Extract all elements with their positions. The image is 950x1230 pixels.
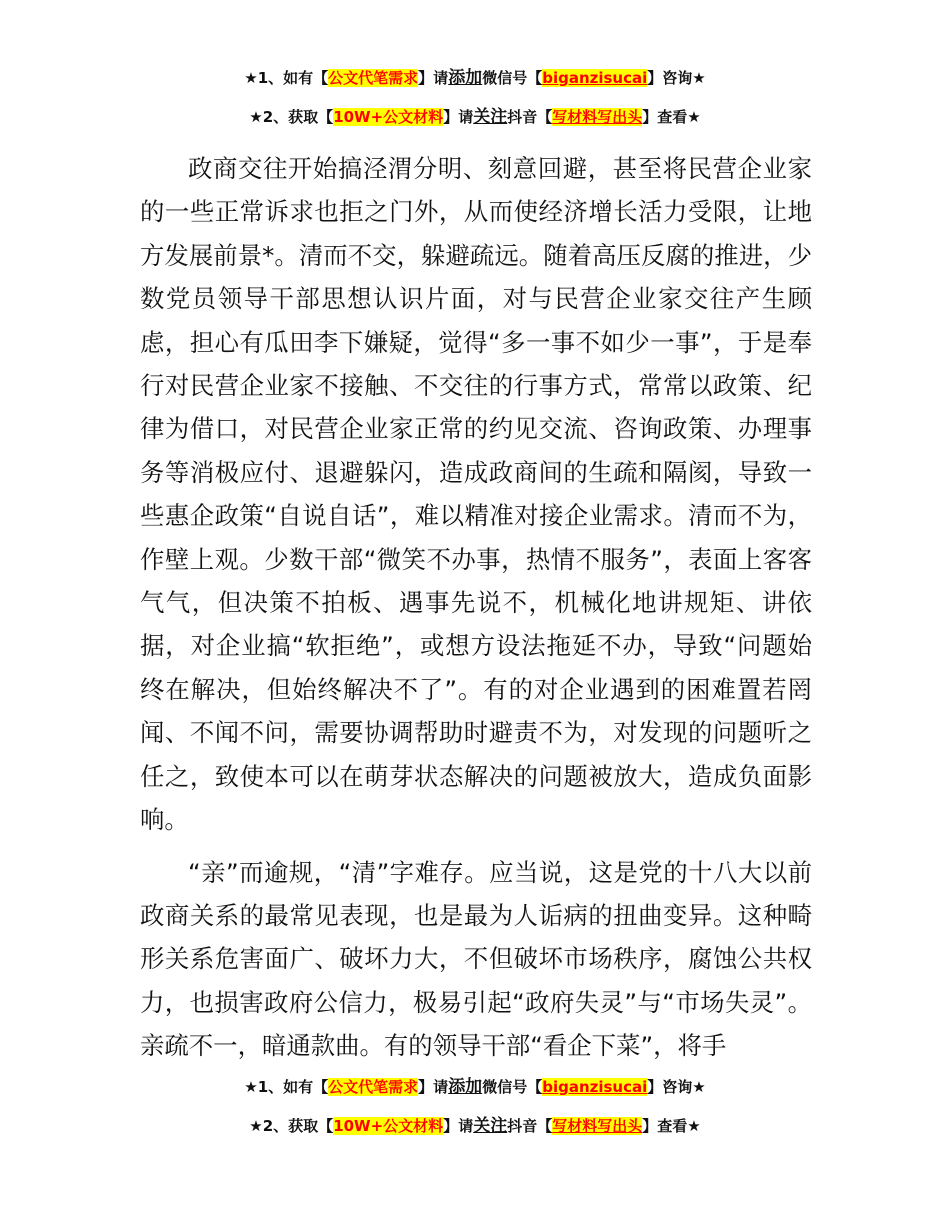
header-line-1-middle1: 】请 [418,69,449,87]
star-icon: ★ [244,69,258,87]
footer-line-2-middle2: 抖音【 [507,1117,553,1135]
star-icon: ★ [692,1078,706,1096]
header-line-1 [0,68,950,88]
douyin-account[interactable]: 写材料写出头 [552,1117,643,1135]
add-emphasis: 添加 [448,68,483,88]
add-emphasis: 添加 [448,1077,483,1097]
footer-line-1-middle2: 微信号【 [482,1078,543,1096]
header-line-2-middle1: 】请 [443,108,474,126]
star-icon: ★ [692,69,706,87]
header-line-2 [0,107,950,127]
footer-line-1 [0,1077,950,1097]
follow-emphasis: 关注 [473,107,508,127]
star-icon: ★ [249,108,263,126]
footer-line-2-suffix: 】查看 [642,1117,688,1135]
materials-highlight: 10W+公文材料 [333,108,444,126]
header-line-1-prefix: 1、如有【 [257,69,329,87]
materials-highlight: 10W+公文材料 [333,1117,444,1135]
footer-line-1-middle1: 】请 [418,1078,449,1096]
body-paragraph-2: “亲”而逾规，“清”字难存。应当说，这是党的十八大以前政商关系的最常见表现，也是最为人诟病的扭曲变异。这种畸形关系危害面广、破坏力大，不但破坏市场秩序，腐蚀公共权力，也损害政府公信力，极易引起“政府失灵”与“市场失灵”。亲疏不一，暗通款曲。有的领导干部“看企下菜”，将手 [140,857,812,1061]
wechat-id[interactable]: biganzisucai [542,69,648,87]
star-icon: ★ [687,1117,701,1135]
footer-line-2 [0,1116,950,1136]
header-line-1-suffix: 】咨询 [647,69,693,87]
star-icon: ★ [687,108,701,126]
ghostwriting-service-highlight: 公文代笔需求 [328,1078,419,1096]
header-line-2-prefix: 2、获取【 [262,108,334,126]
document-body [140,147,812,1068]
douyin-account[interactable]: 写材料写出头 [552,108,643,126]
follow-emphasis: 关注 [473,1116,508,1136]
footer-line-1-suffix: 】咨询 [647,1078,693,1096]
body-paragraph-1: 政商交往开始搞泾渭分明、刻意回避，甚至将民营企业家的一些正常诉求也拒之门外，从而使经济增长活力受限，让地方发展前景*。清而不交，躲避疏远。随着高压反腐的推进，少数党员领导干部思想认识片面，对与民营企业家交往产生顾虑，担心有瓜田李下嫌疑，觉得“多一事不如少一事”，于是奉行对民营企业家不接触、不交往的行事方式，常常以政策、纪律为借口，对民营企业家正常的约见交流、咨询政策、办理事务等消极应付、退避躲闪，造成政商间的生疏和隔阂，导致一些惠企政策“自说自话”，难以精准对接企业需求。清而不为，作壁上观。少数干部“微笑不办事，热情不服务”，表面上客客气气，但决策不拍板、遇事先说不，机械化地讲规矩、讲依据，对企业搞“软拒绝”，或想方设法拖延不办，导致“问题始终在解决，但始终解决不了”。有的对企业遇到的困难置若罔闻、不闻不问，需要协调帮助时避责不为，对发现的问题听之任之，致使本可以在萌芽状态解决的问题被放大，造成负面影响。 [140,154,812,835]
footer-line-2-middle1: 】请 [443,1117,474,1135]
footer-line-1-prefix: 1、如有【 [257,1078,329,1096]
ghostwriting-service-highlight: 公文代笔需求 [328,69,419,87]
header-line-2-middle2: 抖音【 [507,108,553,126]
header-line-2-suffix: 】查看 [642,108,688,126]
star-icon: ★ [249,1117,263,1135]
star-icon: ★ [244,1078,258,1096]
wechat-id[interactable]: biganzisucai [542,1078,648,1096]
footer-line-2-prefix: 2、获取【 [262,1117,334,1135]
header-line-1-middle2: 微信号【 [482,69,543,87]
